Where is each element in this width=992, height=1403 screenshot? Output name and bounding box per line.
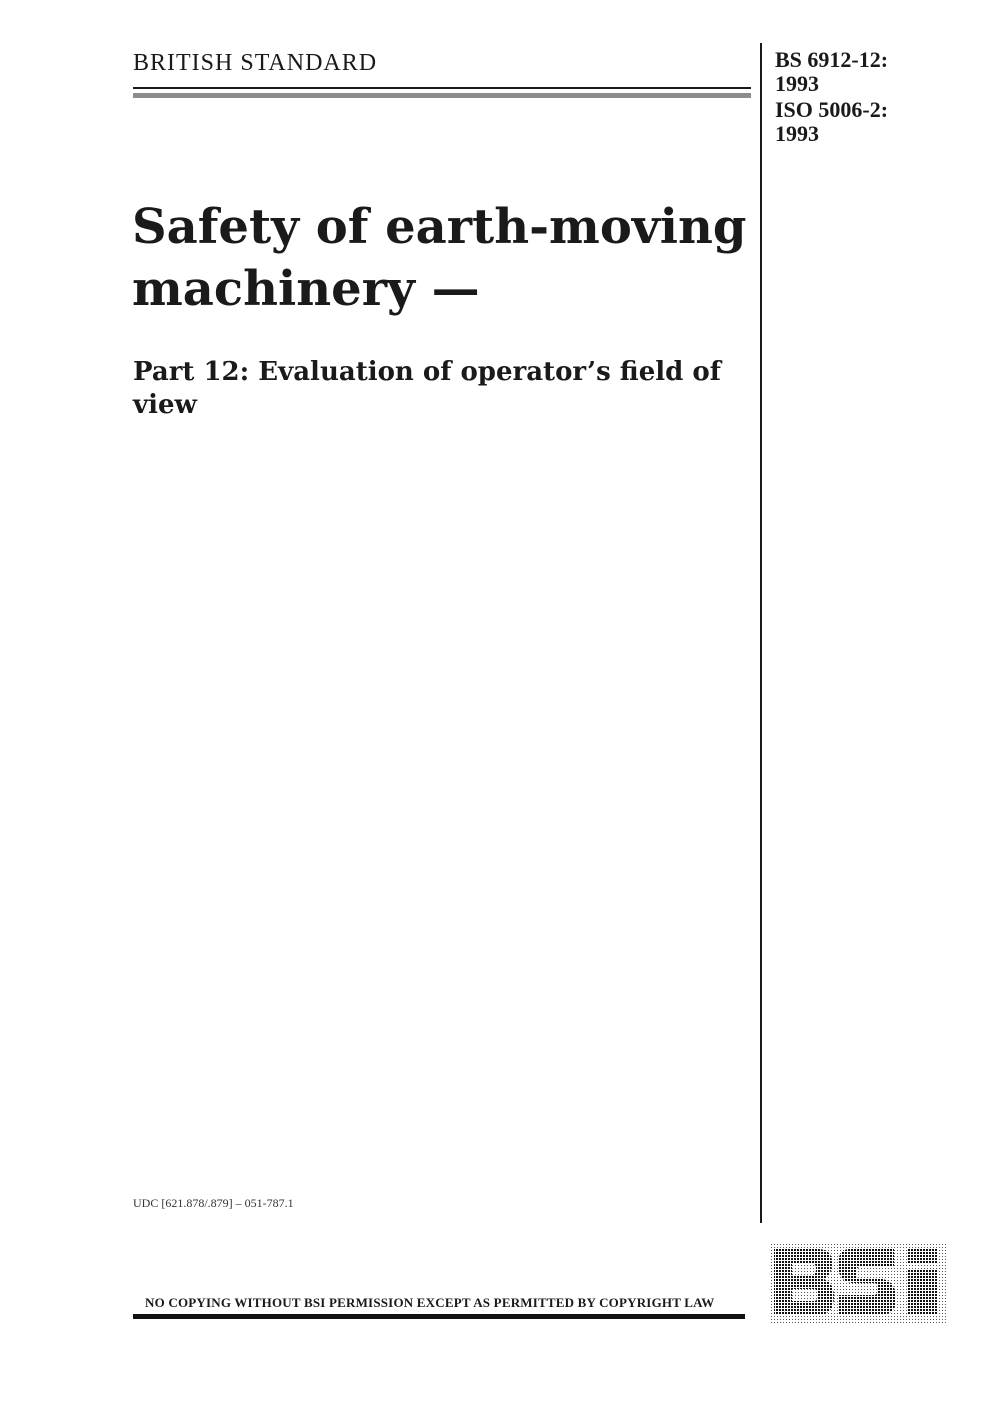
bs-number-code: BS 6912-12:: [775, 47, 889, 72]
standard-numbers: [775, 48, 888, 148]
subtitle-line-2: view: [133, 390, 197, 420]
iso-number: [775, 98, 888, 146]
header-rule-thick: [133, 93, 751, 98]
bs-number-year: 1993: [775, 71, 819, 96]
footer-rule: [133, 1314, 745, 1319]
header-label: BRITISH STANDARD: [133, 50, 378, 76]
udc-code: UDC [621.878/.879] – 051-787.1: [133, 1196, 294, 1210]
subtitle-line-1: Part 12: Evaluation of operator’s field of: [133, 357, 721, 387]
vertical-divider: [760, 43, 762, 1223]
title-line-1: Safety of earth-moving: [132, 199, 747, 255]
bs-number: [775, 48, 888, 96]
document-title: [132, 196, 752, 320]
bsi-logo-icon: [770, 1243, 946, 1323]
header-rule-thin: [133, 87, 751, 89]
copyright-notice: NO COPYING WITHOUT BSI PERMISSION EXCEPT AS PERMITTED BY COPYRIGHT LAW: [145, 1295, 715, 1310]
title-line-2: machinery —: [132, 261, 480, 317]
document-subtitle: [133, 356, 758, 422]
iso-number-code: ISO 5006-2:: [775, 97, 889, 122]
iso-number-year: 1993: [775, 121, 819, 146]
